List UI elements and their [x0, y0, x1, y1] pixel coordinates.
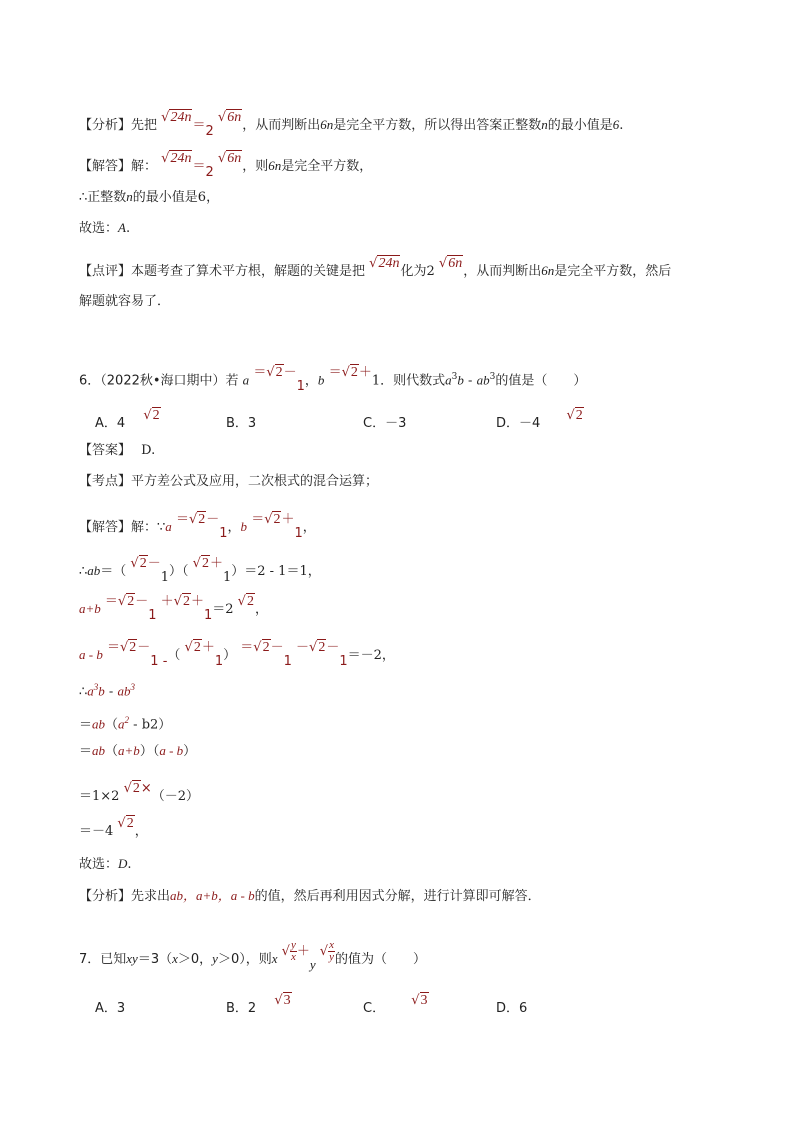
- q6-analysis-line: 【分析】先求出ab，a+b，a - b的值，然后再利用因式分解，进行计算即可解答．: [79, 888, 541, 904]
- q6-expand-3: ＝ab（a+b）（a - b）: [79, 743, 197, 759]
- q6-option-a[interactable]: A．4 √2: [95, 408, 160, 431]
- analysis-tag: 【分析】: [79, 889, 132, 904]
- q6-option-b[interactable]: B．3: [226, 416, 257, 431]
- q5-comment-line-2: 解题就容易了．: [79, 294, 171, 309]
- q6-ab-line: ∴ab＝（ √2－1）（ √2＋1）＝2 - 1＝1，: [79, 556, 321, 585]
- q5-comment-line: 【点评】本题考查了算术平方根，解题的关键是把 √24n化为2 √6n，从而判断出6n是完全平方数，然后: [79, 256, 672, 279]
- q6-option-c[interactable]: C．－3: [363, 416, 407, 431]
- sqrt-6n: √6n: [217, 151, 242, 166]
- answer-tag: 【答案】: [79, 443, 132, 458]
- comment-tag: 【点评】: [79, 264, 132, 279]
- q5-therefore-line: ∴正整数n的最小值是6，: [79, 189, 220, 205]
- q6-amb-line: a - b ＝√2－1 -（ √2＋1） ＝√2－1 －√2－1＝－2，: [79, 640, 395, 669]
- sqrt-24n: √24n: [161, 110, 192, 125]
- solution-tag: 【解答】: [79, 159, 132, 174]
- q7-option-c[interactable]: C． √3: [363, 993, 428, 1016]
- q5-solution-line: 【解答】解： √24n＝2 √6n，则6n是完全平方数，: [79, 151, 373, 180]
- sqrt-6n: √6n: [438, 256, 463, 271]
- q6-answer-line: [79, 442, 155, 460]
- answer-value: D.: [141, 443, 156, 458]
- q5-analysis-line: 【分析】先把 √24n＝2 √6n，从而判断出6n是完全平方数，所以得出答案正整数n的最小值是6.: [79, 110, 624, 139]
- q7-option-b[interactable]: B．2 √3: [226, 993, 291, 1016]
- q7-stem: 7．已知xy＝3（x＞0，y＞0），则x √ $\frac{y}{x}$ ＋y √ $\frac{x}{y}$ 的值为（ ）: [79, 939, 426, 972]
- q7-option-a[interactable]: A．3: [95, 1001, 126, 1016]
- analysis-tag: 【分析】: [79, 118, 132, 133]
- q6-choose-line: 故选：D.: [79, 856, 132, 872]
- q6-stem: 6．（2022秋•海口期中）若 a ＝√2－1，b ＝√2＋1．则代数式$a^3b - ab^3$的值是（ ）: [79, 365, 587, 395]
- q6-apb-line: a+b ＝√2－1 ＋√2＋1＝2 √2，: [79, 594, 268, 623]
- sqrt-24n: √24n: [369, 256, 400, 271]
- sqrt-24n: √24n: [161, 151, 192, 166]
- q5-choose-line: 故选：A.: [79, 220, 131, 236]
- q7-option-d[interactable]: D．6: [496, 1001, 528, 1016]
- q6-expand-1: $\therefore a^3b - ab^3$: [79, 682, 135, 700]
- q6-expand-4: ＝1×2 √2×（－2）: [79, 781, 200, 804]
- keypoint-tag: 【考点】: [79, 474, 132, 489]
- sqrt-6n: √6n: [217, 110, 242, 125]
- q6-expand-5: ＝－4 √2，: [79, 816, 148, 839]
- q6-expand-2: $=ab(a^2 - b2)$: [79, 715, 172, 733]
- solution-tag: 【解答】: [79, 520, 132, 535]
- q6-option-d[interactable]: D．－4 √2: [496, 408, 583, 431]
- q6-keypoint-line: 【考点】平方差公式及应用，二次根式的混合运算；: [79, 474, 379, 489]
- q6-solution-line: 【解答】解：∵a ＝√2－1，b ＝√2＋1，: [79, 512, 316, 541]
